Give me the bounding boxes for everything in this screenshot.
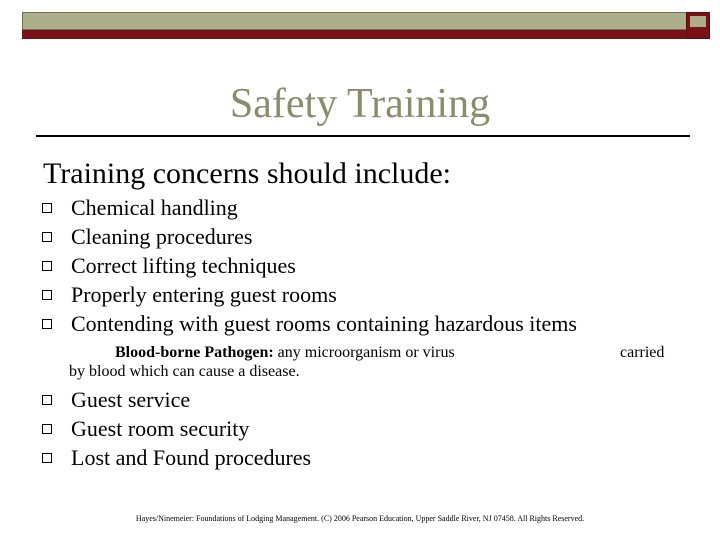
list-item-label: Cleaning procedures [71, 223, 253, 249]
intro-heading: Training concerns should include: [43, 157, 452, 190]
square-bullet-icon [42, 319, 52, 329]
header-band-square [686, 12, 710, 39]
list-item-label: Guest room security [71, 415, 250, 441]
list-item-label: Guest service [71, 386, 191, 412]
square-bullet-icon [42, 232, 52, 242]
definition-note [69, 343, 709, 381]
bullet-list-bottom [42, 385, 311, 472]
square-bullet-icon [42, 290, 52, 300]
title-divider [36, 135, 690, 137]
list-item [42, 280, 577, 309]
definition-text-line2: by blood which can cause a disease. [69, 363, 300, 380]
square-bullet-icon [42, 261, 52, 271]
list-item [42, 251, 577, 280]
square-bullet-icon [42, 424, 52, 434]
list-item [42, 414, 311, 443]
bullet-list-top [42, 193, 577, 338]
list-item [42, 385, 311, 414]
list-item-label: Lost and Found procedures [71, 444, 312, 470]
copyright-footer: Hayes/Ninemeier: Foundations of Lodging Management. (C) 2006 Pearson Education, Upper Saddle River, NJ 07458. All Rights Reserved. [135, 514, 585, 523]
header-band-olive [22, 12, 710, 30]
list-item-label: Contending with guest rooms containing hazardous items [71, 310, 577, 336]
list-item-label: Chemical handling [71, 194, 238, 220]
definition-text: any microorganism or virus [277, 344, 455, 361]
header-band-maroon [22, 30, 710, 39]
slide-title: Safety Training [229, 81, 491, 127]
definition-term: Blood-borne Pathogen: [115, 344, 274, 361]
square-bullet-icon [42, 453, 52, 463]
definition-text-end: carried [620, 344, 665, 361]
list-item [42, 309, 577, 338]
list-item [42, 222, 577, 251]
list-item [42, 193, 577, 222]
list-item-label: Properly entering guest rooms [71, 281, 337, 307]
list-item [42, 443, 311, 472]
square-bullet-icon [42, 203, 52, 213]
list-item-label: Correct lifting techniques [71, 252, 296, 278]
square-bullet-icon [42, 395, 52, 405]
